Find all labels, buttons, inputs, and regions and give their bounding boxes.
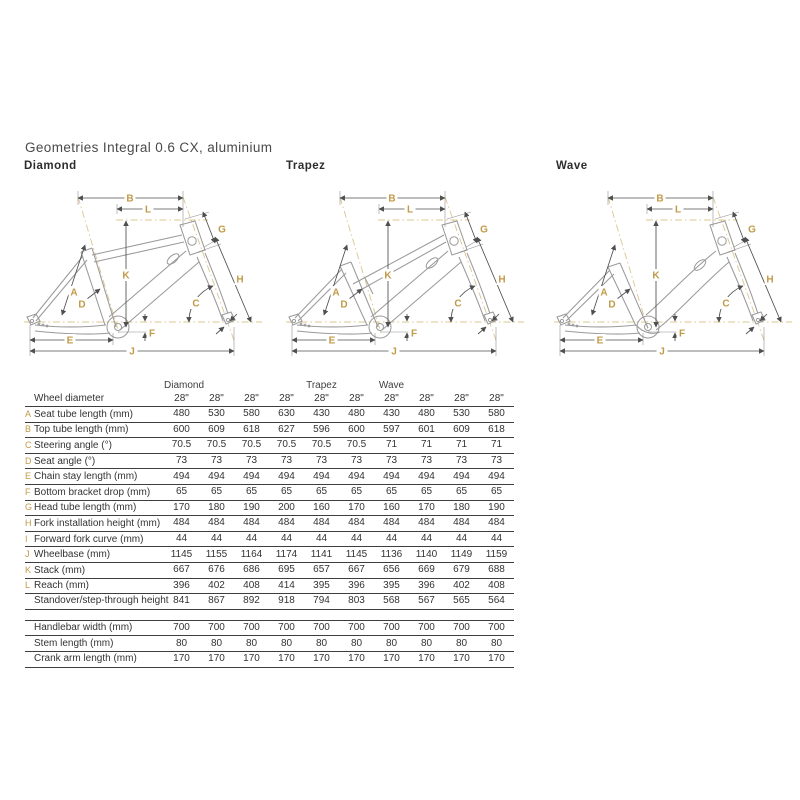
value-cell: 170	[409, 651, 444, 667]
frame-diagram-wave	[548, 175, 798, 370]
value-cell: 600	[164, 422, 199, 438]
value-cell: 609	[444, 422, 479, 438]
value-cell: 667	[164, 562, 199, 578]
wheel-diameter-row	[25, 392, 514, 407]
group-header-cell: Diamond	[164, 379, 205, 391]
value-cell: 1141	[304, 547, 339, 563]
row-label: Stem length (mm)	[34, 637, 114, 649]
dim-label-d: D	[78, 299, 86, 311]
dim-label-d: D	[608, 299, 616, 311]
value-cell: 567	[409, 594, 444, 610]
row-letter: C	[25, 439, 32, 450]
dim-label-c: C	[722, 298, 730, 310]
row-label-cell	[25, 379, 164, 392]
value-cell: 70.5	[304, 438, 339, 454]
group-header-cell: Trapez	[306, 379, 337, 391]
value-cell: 65	[304, 484, 339, 500]
table-row	[25, 620, 514, 636]
dim-label-j: J	[129, 346, 135, 358]
value-cell: 73	[269, 453, 304, 469]
value-cell: 700	[339, 620, 374, 636]
row-letter: J	[25, 549, 30, 560]
section-spacer	[25, 609, 514, 620]
row-letter: E	[25, 471, 32, 482]
value-cell: 44	[199, 531, 234, 547]
dim-label-e: E	[66, 335, 74, 347]
value-cell: 28"	[444, 392, 479, 407]
row-label: Steering angle (°)	[34, 439, 112, 451]
value-cell: 484	[199, 516, 234, 532]
table-row	[25, 422, 514, 438]
group-header-cell	[444, 379, 479, 392]
value-cell: 494	[269, 469, 304, 485]
value-cell: 565	[444, 594, 479, 610]
value-cell: 414	[269, 578, 304, 594]
value-cell: 80	[409, 636, 444, 652]
value-cell: 80	[479, 636, 514, 652]
row-label-cell	[25, 594, 169, 610]
value-cell: 80	[374, 636, 409, 652]
dim-label-h: H	[498, 274, 506, 286]
value-cell: 65	[339, 484, 374, 500]
row-label: Head tube length (mm)	[34, 502, 137, 514]
value-cell: 44	[444, 531, 479, 547]
table-row	[25, 438, 514, 454]
value-cell: 494	[164, 469, 199, 485]
dim-label-b: B	[656, 193, 664, 205]
value-cell: 65	[164, 484, 199, 500]
value-cell: 484	[409, 516, 444, 532]
value-cell: 28"	[339, 392, 374, 407]
value-cell: 65	[479, 484, 514, 500]
value-cell: 1136	[374, 547, 409, 563]
value-cell: 71	[444, 438, 479, 454]
value-cell: 395	[304, 578, 339, 594]
value-cell: 170	[164, 651, 199, 667]
value-cell: 669	[409, 562, 444, 578]
table-row	[25, 469, 514, 485]
table-row	[25, 484, 514, 500]
value-cell: 65	[199, 484, 234, 500]
value-cell: 494	[444, 469, 479, 485]
dim-label-g: G	[748, 224, 756, 236]
row-label: Wheel diameter	[34, 393, 105, 404]
value-cell: 530	[444, 407, 479, 423]
value-cell: 73	[234, 453, 269, 469]
value-cell: 28"	[199, 392, 234, 407]
value-cell: 200	[269, 500, 304, 516]
value-cell: 480	[164, 407, 199, 423]
value-cell: 695	[269, 562, 304, 578]
row-letter: G	[25, 502, 33, 513]
value-cell: 494	[199, 469, 234, 485]
value-cell: 494	[339, 469, 374, 485]
value-cell: 73	[339, 453, 374, 469]
frame-diagram-trapez	[280, 175, 530, 370]
value-cell: 28"	[269, 392, 304, 407]
value-cell: 568	[374, 594, 409, 610]
value-cell: 609	[199, 422, 234, 438]
row-label-cell	[25, 651, 164, 667]
value-cell: 71	[479, 438, 514, 454]
row-label: Seat tube length (mm)	[34, 408, 133, 420]
value-cell: 794	[304, 594, 339, 610]
value-cell: 28"	[374, 392, 409, 407]
row-letter: A	[25, 408, 32, 419]
value-cell: 657	[304, 562, 339, 578]
value-cell: 190	[479, 500, 514, 516]
value-cell: 73	[479, 453, 514, 469]
value-cell: 396	[339, 578, 374, 594]
row-label: Handlebar width (mm)	[34, 622, 133, 634]
value-cell: 1145	[164, 547, 199, 563]
dim-label-g: G	[218, 224, 226, 236]
geometry-table	[25, 379, 514, 668]
group-header-cell: Wave	[378, 379, 405, 391]
value-cell: 803	[339, 594, 374, 610]
value-cell: 656	[374, 562, 409, 578]
value-cell: 73	[444, 453, 479, 469]
value-cell: 484	[304, 516, 339, 532]
value-cell: 73	[304, 453, 339, 469]
group-header-row	[25, 379, 514, 392]
dim-label-l: L	[144, 204, 152, 216]
table-row	[25, 636, 514, 652]
value-cell: 396	[164, 578, 199, 594]
value-cell: 408	[234, 578, 269, 594]
value-cell: 430	[304, 407, 339, 423]
value-cell: 1155	[199, 547, 234, 563]
value-cell: 170	[269, 651, 304, 667]
row-label: Forward fork curve (mm)	[34, 533, 144, 545]
value-cell: 402	[444, 578, 479, 594]
row-label-cell	[25, 547, 164, 563]
value-cell: 73	[374, 453, 409, 469]
value-cell: 700	[444, 620, 479, 636]
value-cell: 170	[339, 500, 374, 516]
dim-label-e: E	[328, 335, 336, 347]
group-header-cell	[479, 379, 514, 392]
value-cell: 700	[374, 620, 409, 636]
value-cell: 667	[339, 562, 374, 578]
dim-label-k: K	[384, 270, 392, 282]
row-label: Fork installation height (mm)	[34, 517, 161, 529]
value-cell: 494	[374, 469, 409, 485]
page-title: Geometries Integral 0.6 CX, aluminium	[25, 140, 273, 155]
dim-label-a: A	[600, 287, 608, 299]
value-cell: 700	[234, 620, 269, 636]
value-cell: 170	[444, 651, 479, 667]
value-cell: 618	[479, 422, 514, 438]
row-label: Stack (mm)	[34, 564, 86, 576]
group-header-cell	[409, 379, 444, 392]
value-cell: 160	[374, 500, 409, 516]
value-cell: 892	[234, 594, 269, 610]
value-cell: 65	[234, 484, 269, 500]
value-cell: 44	[269, 531, 304, 547]
value-cell: 70.5	[234, 438, 269, 454]
value-cell: 170	[199, 651, 234, 667]
dim-label-c: C	[454, 298, 462, 310]
value-cell: 700	[199, 620, 234, 636]
value-cell: 484	[269, 516, 304, 532]
value-cell: 841	[164, 594, 199, 610]
value-cell: 564	[479, 594, 514, 610]
diagram-header-wave: Wave	[556, 160, 588, 172]
row-letter: F	[25, 486, 31, 497]
value-cell: 1145	[339, 547, 374, 563]
value-cell: 80	[234, 636, 269, 652]
value-cell: 80	[339, 636, 374, 652]
row-label-cell	[25, 531, 164, 547]
value-cell: 618	[234, 422, 269, 438]
value-cell: 80	[164, 636, 199, 652]
dim-label-f: F	[678, 328, 686, 340]
value-cell: 1140	[409, 547, 444, 563]
row-label-cell	[25, 407, 164, 423]
value-cell: 28"	[479, 392, 514, 407]
value-cell: 596	[304, 422, 339, 438]
dim-label-l: L	[406, 204, 414, 216]
dim-label-l: L	[674, 204, 682, 216]
table-row	[25, 453, 514, 469]
row-label-cell	[25, 578, 164, 594]
value-cell: 170	[234, 651, 269, 667]
value-cell: 65	[374, 484, 409, 500]
group-header-cell	[269, 379, 304, 392]
row-letter: H	[25, 517, 32, 528]
group-header-cell	[339, 379, 374, 392]
row-label-cell	[25, 453, 164, 469]
value-cell: 70.5	[339, 438, 374, 454]
value-cell: 396	[409, 578, 444, 594]
value-cell: 480	[409, 407, 444, 423]
row-label: Seat angle (°)	[34, 455, 96, 467]
value-cell: 601	[409, 422, 444, 438]
dim-label-j: J	[391, 346, 397, 358]
row-label: Wheelbase (mm)	[34, 549, 111, 561]
value-cell: 44	[339, 531, 374, 547]
dim-label-f: F	[148, 328, 156, 340]
value-cell: 65	[409, 484, 444, 500]
value-cell: 1164	[234, 547, 269, 563]
row-label-cell	[25, 516, 164, 532]
value-cell: 28"	[304, 392, 339, 407]
row-letter: D	[25, 455, 32, 466]
value-cell: 494	[479, 469, 514, 485]
value-cell: 70.5	[199, 438, 234, 454]
value-cell: 700	[269, 620, 304, 636]
value-cell: 494	[234, 469, 269, 485]
diagram-header-trapez: Trapez	[286, 160, 326, 172]
value-cell: 44	[374, 531, 409, 547]
value-cell: 70.5	[269, 438, 304, 454]
value-cell: 44	[234, 531, 269, 547]
row-label-cell	[25, 620, 164, 636]
value-cell: 630	[269, 407, 304, 423]
value-cell: 190	[234, 500, 269, 516]
value-cell: 494	[304, 469, 339, 485]
value-cell: 700	[164, 620, 199, 636]
value-cell: 170	[374, 651, 409, 667]
value-cell: 70.5	[164, 438, 199, 454]
dim-label-j: J	[659, 346, 665, 358]
table-row	[25, 531, 514, 547]
value-cell: 700	[304, 620, 339, 636]
value-cell: 597	[374, 422, 409, 438]
value-cell: 180	[199, 500, 234, 516]
row-label: Top tube length (mm)	[34, 424, 129, 436]
value-cell: 80	[199, 636, 234, 652]
value-cell: 73	[199, 453, 234, 469]
row-label: Standover/step-through height	[34, 595, 169, 607]
value-cell: 867	[199, 594, 234, 610]
dim-label-d: D	[340, 299, 348, 311]
row-label-cell	[25, 636, 164, 652]
row-label-cell	[25, 438, 164, 454]
value-cell: 160	[304, 500, 339, 516]
value-cell: 28"	[234, 392, 269, 407]
value-cell: 484	[339, 516, 374, 532]
dim-label-b: B	[388, 193, 396, 205]
row-label-cell	[25, 562, 164, 578]
table-row	[25, 547, 514, 563]
row-label: Chain stay length (mm)	[34, 471, 138, 483]
table-row	[25, 516, 514, 532]
row-letter: L	[25, 580, 31, 591]
geometry-table-body	[25, 379, 514, 667]
dim-label-g: G	[480, 224, 488, 236]
value-cell: 80	[304, 636, 339, 652]
dim-label-h: H	[236, 274, 244, 286]
value-cell: 530	[199, 407, 234, 423]
dim-label-h: H	[766, 274, 774, 286]
value-cell: 44	[164, 531, 199, 547]
value-cell: 44	[479, 531, 514, 547]
value-cell: 73	[164, 453, 199, 469]
dim-label-k: K	[122, 270, 130, 282]
value-cell: 484	[234, 516, 269, 532]
dim-label-e: E	[596, 335, 604, 347]
row-label-cell	[25, 392, 164, 407]
group-header-cell	[234, 379, 269, 392]
dim-label-k: K	[652, 270, 660, 282]
diagram-header-diamond: Diamond	[24, 160, 77, 172]
value-cell: 480	[339, 407, 374, 423]
value-cell: 430	[374, 407, 409, 423]
value-cell: 170	[339, 651, 374, 667]
value-cell: 80	[269, 636, 304, 652]
dim-label-a: A	[332, 287, 340, 299]
value-cell: 1149	[444, 547, 479, 563]
value-cell: 170	[479, 651, 514, 667]
value-cell: 1174	[269, 547, 304, 563]
value-cell: 580	[234, 407, 269, 423]
value-cell: 679	[444, 562, 479, 578]
table-row	[25, 578, 514, 594]
value-cell: 700	[409, 620, 444, 636]
value-cell: 600	[339, 422, 374, 438]
value-cell: 484	[374, 516, 409, 532]
row-label: Bottom bracket drop (mm)	[34, 486, 151, 498]
dim-label-f: F	[410, 328, 418, 340]
value-cell: 686	[234, 562, 269, 578]
row-label-cell	[25, 422, 164, 438]
value-cell: 170	[304, 651, 339, 667]
value-cell: 408	[479, 578, 514, 594]
value-cell: 1159	[479, 547, 514, 563]
value-cell: 170	[164, 500, 199, 516]
dim-label-a: A	[70, 287, 78, 299]
value-cell: 65	[444, 484, 479, 500]
value-cell: 71	[374, 438, 409, 454]
frame-diagram-diamond	[18, 175, 268, 370]
row-label: Reach (mm)	[34, 580, 90, 592]
table-row	[25, 651, 514, 667]
row-letter: K	[25, 564, 32, 575]
row-label-cell	[25, 500, 164, 516]
row-label: Crank arm length (mm)	[34, 653, 137, 665]
spacer-cell	[25, 609, 514, 620]
table-row	[25, 407, 514, 423]
dim-label-c: C	[192, 298, 200, 310]
value-cell: 44	[304, 531, 339, 547]
row-label-cell	[25, 484, 164, 500]
table-row	[25, 500, 514, 516]
value-cell: 65	[269, 484, 304, 500]
value-cell: 484	[444, 516, 479, 532]
table-row	[25, 562, 514, 578]
value-cell: 676	[199, 562, 234, 578]
value-cell: 918	[269, 594, 304, 610]
value-cell: 28"	[409, 392, 444, 407]
value-cell: 28"	[164, 392, 199, 407]
group-header-cell	[199, 379, 234, 392]
value-cell: 180	[444, 500, 479, 516]
value-cell: 170	[409, 500, 444, 516]
dim-label-b: B	[126, 193, 134, 205]
value-cell: 688	[479, 562, 514, 578]
value-cell: 402	[199, 578, 234, 594]
value-cell: 484	[164, 516, 199, 532]
value-cell: 71	[409, 438, 444, 454]
value-cell: 484	[479, 516, 514, 532]
row-label-cell	[25, 469, 164, 485]
value-cell: 80	[444, 636, 479, 652]
value-cell: 700	[479, 620, 514, 636]
table-row	[25, 594, 514, 610]
row-letter: B	[25, 424, 32, 435]
value-cell: 580	[479, 407, 514, 423]
value-cell: 44	[409, 531, 444, 547]
value-cell: 395	[374, 578, 409, 594]
value-cell: 73	[409, 453, 444, 469]
value-cell: 627	[269, 422, 304, 438]
value-cell: 494	[409, 469, 444, 485]
row-letter: I	[25, 533, 28, 544]
